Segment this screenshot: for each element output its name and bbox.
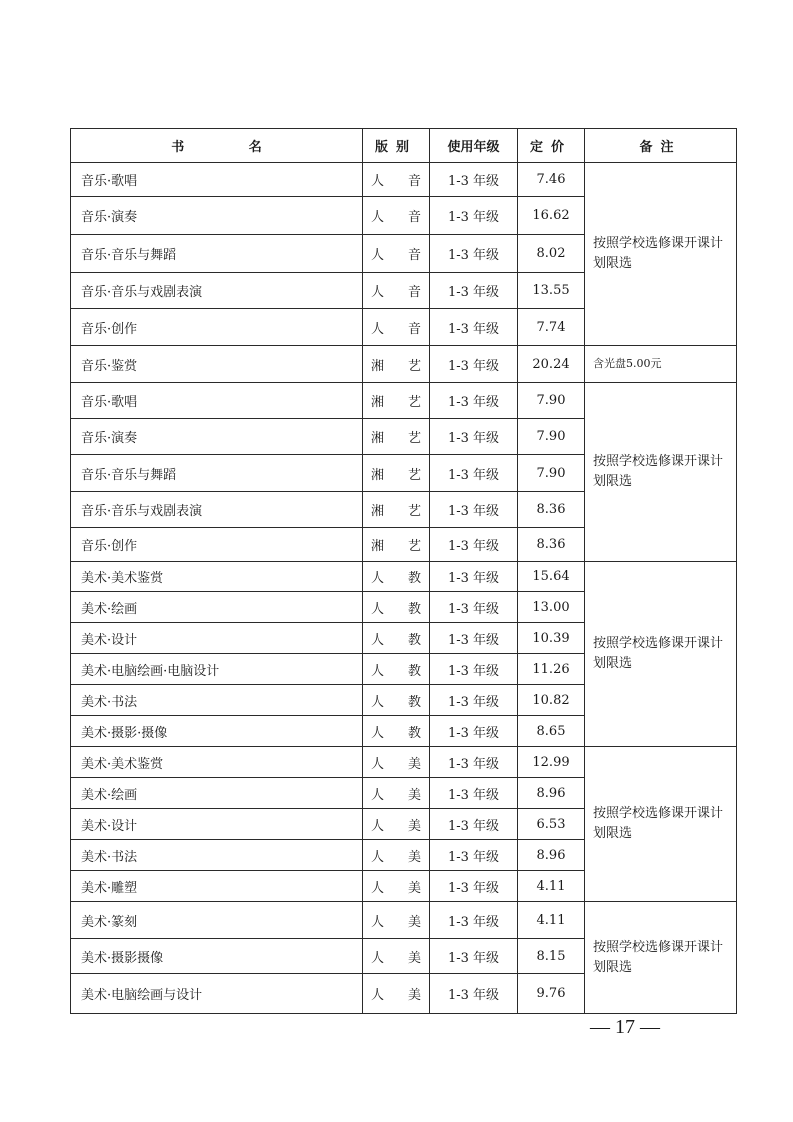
grade-cell: 1-3 年级 — [430, 235, 518, 273]
book-name-cell: 音乐·演奏 — [71, 419, 363, 455]
book-name-cell: 音乐·创作 — [71, 309, 363, 346]
edition-char-2: 艺 — [407, 467, 421, 483]
price-cell: 8.65 — [518, 716, 585, 747]
grade-cell: 1-3 年级 — [430, 623, 518, 654]
edition-cell — [363, 840, 430, 871]
edition-cell — [363, 809, 430, 840]
edition-char-1: 湘 — [371, 467, 385, 483]
edition-char-1: 湘 — [371, 504, 385, 519]
book-name-cell: 音乐·音乐与戏剧表演 — [71, 492, 363, 528]
edition-char-2: 艺 — [407, 539, 421, 554]
edition-char-2: 美 — [407, 787, 421, 803]
price-cell: 10.39 — [518, 623, 585, 654]
edition-char-1: 人 — [371, 818, 385, 834]
edition-char-1: 人 — [371, 571, 385, 586]
edition-char-2: 音 — [407, 285, 421, 300]
book-name-cell: 音乐·音乐与舞蹈 — [71, 455, 363, 492]
book-name-cell: 音乐·歌唱 — [71, 163, 363, 197]
edition-char-2: 美 — [407, 914, 421, 930]
note-cell: 按照学校选修课开课计划限选 — [585, 562, 737, 747]
edition-char-2: 美 — [407, 988, 421, 1003]
edition-cell — [363, 716, 430, 747]
grade-cell: 1-3 年级 — [430, 716, 518, 747]
book-name-cell: 美术·电脑绘画与设计 — [71, 974, 363, 1014]
edition-cell — [363, 592, 430, 623]
edition-cell — [363, 163, 430, 197]
grade-cell: 1-3 年级 — [430, 974, 518, 1014]
book-name-cell: 音乐·音乐与戏剧表演 — [71, 273, 363, 309]
edition-char-2: 艺 — [407, 358, 421, 374]
price-cell: 15.64 — [518, 562, 585, 592]
price-cell: 8.36 — [518, 492, 585, 528]
edition-char-1: 湘 — [371, 539, 385, 554]
edition-char-2: 美 — [407, 880, 421, 896]
price-cell: 7.90 — [518, 455, 585, 492]
grade-cell: 1-3 年级 — [430, 528, 518, 562]
grade-cell: 1-3 年级 — [430, 840, 518, 871]
edition-char-1: 人 — [371, 601, 385, 617]
edition-char-1: 湘 — [371, 358, 385, 374]
edition-cell — [363, 871, 430, 902]
edition-cell — [363, 939, 430, 974]
note-cell: 按照学校选修课开课计划限选 — [585, 747, 737, 902]
price-cell: 7.90 — [518, 419, 585, 455]
edition-char-1: 人 — [371, 849, 385, 865]
edition-cell — [363, 974, 430, 1014]
price-cell: 7.46 — [518, 163, 585, 197]
edition-char-1: 人 — [371, 725, 385, 741]
edition-char-2: 美 — [407, 756, 421, 772]
price-cell: 12.99 — [518, 747, 585, 778]
book-name-cell: 美术·美术鉴赏 — [71, 747, 363, 778]
header-note: 备注 — [585, 129, 737, 163]
price-cell: 9.76 — [518, 974, 585, 1014]
edition-cell — [363, 778, 430, 809]
grade-cell: 1-3 年级 — [430, 685, 518, 716]
price-cell: 4.11 — [518, 902, 585, 939]
book-name-cell: 美术·电脑绘画·电脑设计 — [71, 654, 363, 685]
table-header-row — [71, 129, 737, 163]
grade-cell: 1-3 年级 — [430, 778, 518, 809]
price-cell: 4.11 — [518, 871, 585, 902]
grade-cell: 1-3 年级 — [430, 197, 518, 235]
edition-char-1: 人 — [371, 756, 385, 772]
book-name-cell: 美术·美术鉴赏 — [71, 562, 363, 592]
table-row — [71, 383, 737, 419]
table-row — [71, 562, 737, 592]
price-cell: 16.62 — [518, 197, 585, 235]
edition-cell — [363, 273, 430, 309]
edition-char-2: 教 — [407, 601, 421, 617]
book-name-cell: 美术·绘画 — [71, 778, 363, 809]
edition-char-2: 音 — [407, 210, 421, 225]
grade-cell: 1-3 年级 — [430, 902, 518, 939]
header-price: 定价 — [518, 129, 585, 163]
book-name-cell: 音乐·鉴赏 — [71, 346, 363, 383]
edition-char-2: 艺 — [407, 504, 421, 519]
edition-char-1: 湘 — [371, 431, 385, 446]
edition-char-1: 人 — [371, 950, 385, 966]
edition-char-2: 音 — [407, 248, 421, 263]
edition-cell — [363, 528, 430, 562]
book-name-cell: 美术·设计 — [71, 809, 363, 840]
edition-char-1: 湘 — [371, 395, 385, 410]
edition-char-2: 教 — [407, 694, 421, 710]
note-cell: 按照学校选修课开课计划限选 — [585, 163, 737, 346]
grade-cell: 1-3 年级 — [430, 383, 518, 419]
book-name-cell: 音乐·演奏 — [71, 197, 363, 235]
book-name-cell: 美术·设计 — [71, 623, 363, 654]
grade-cell: 1-3 年级 — [430, 309, 518, 346]
grade-cell: 1-3 年级 — [430, 747, 518, 778]
table-row — [71, 902, 737, 939]
price-cell: 7.74 — [518, 309, 585, 346]
edition-cell — [363, 685, 430, 716]
book-name-cell: 美术·书法 — [71, 685, 363, 716]
price-cell: 7.90 — [518, 383, 585, 419]
edition-cell — [363, 654, 430, 685]
header-book-name: 书 名 — [71, 129, 363, 163]
price-cell: 8.02 — [518, 235, 585, 273]
edition-cell — [363, 235, 430, 273]
book-name-cell: 音乐·歌唱 — [71, 383, 363, 419]
note-cell: 按照学校选修课开课计划限选 — [585, 383, 737, 562]
table-row — [71, 163, 737, 197]
edition-cell — [363, 383, 430, 419]
edition-char-2: 教 — [407, 725, 421, 741]
price-cell: 8.15 — [518, 939, 585, 974]
price-cell: 8.96 — [518, 840, 585, 871]
edition-char-1: 人 — [371, 285, 385, 300]
table-body — [71, 163, 737, 1014]
table-row — [71, 346, 737, 383]
price-cell: 8.96 — [518, 778, 585, 809]
edition-char-2: 美 — [407, 849, 421, 865]
grade-cell: 1-3 年级 — [430, 871, 518, 902]
edition-cell — [363, 309, 430, 346]
edition-cell — [363, 562, 430, 592]
book-name-cell: 美术·摄影摄像 — [71, 939, 363, 974]
grade-cell: 1-3 年级 — [430, 939, 518, 974]
header-edition: 版别 — [363, 129, 430, 163]
grade-cell: 1-3 年级 — [430, 592, 518, 623]
edition-char-2: 音 — [407, 321, 421, 337]
edition-char-2: 教 — [407, 571, 421, 586]
grade-cell: 1-3 年级 — [430, 273, 518, 309]
edition-cell — [363, 197, 430, 235]
edition-cell — [363, 902, 430, 939]
edition-char-1: 人 — [371, 694, 385, 710]
price-cell: 10.82 — [518, 685, 585, 716]
grade-cell: 1-3 年级 — [430, 163, 518, 197]
table-row — [71, 747, 737, 778]
edition-char-1: 人 — [371, 787, 385, 803]
edition-char-2: 美 — [407, 950, 421, 966]
book-name-cell: 美术·书法 — [71, 840, 363, 871]
edition-cell — [363, 492, 430, 528]
grade-cell: 1-3 年级 — [430, 492, 518, 528]
edition-char-1: 人 — [371, 210, 385, 225]
edition-char-1: 人 — [371, 914, 385, 930]
edition-char-1: 人 — [371, 988, 385, 1003]
edition-cell — [363, 623, 430, 654]
note-cell: 按照学校选修课开课计划限选 — [585, 902, 737, 1014]
price-cell: 11.26 — [518, 654, 585, 685]
price-cell: 8.36 — [518, 528, 585, 562]
edition-char-1: 人 — [371, 632, 385, 648]
edition-cell — [363, 747, 430, 778]
edition-char-1: 人 — [371, 880, 385, 896]
edition-char-2: 美 — [407, 818, 421, 834]
edition-char-2: 教 — [407, 663, 421, 679]
book-name-cell: 美术·绘画 — [71, 592, 363, 623]
edition-char-1: 人 — [371, 321, 385, 337]
book-name-cell: 美术·雕塑 — [71, 871, 363, 902]
price-cell: 6.53 — [518, 809, 585, 840]
grade-cell: 1-3 年级 — [430, 419, 518, 455]
edition-char-2: 音 — [407, 174, 421, 189]
price-cell: 13.00 — [518, 592, 585, 623]
header-grade: 使用年级 — [430, 129, 518, 163]
grade-cell: 1-3 年级 — [430, 654, 518, 685]
edition-char-2: 教 — [407, 632, 421, 648]
price-cell: 20.24 — [518, 346, 585, 383]
price-cell: 13.55 — [518, 273, 585, 309]
textbook-table — [70, 128, 737, 1014]
edition-cell — [363, 419, 430, 455]
edition-cell — [363, 346, 430, 383]
note-cell: 含光盘5.00元 — [585, 346, 737, 383]
edition-cell — [363, 455, 430, 492]
book-name-cell: 美术·篆刻 — [71, 902, 363, 939]
grade-cell: 1-3 年级 — [430, 562, 518, 592]
edition-char-2: 艺 — [407, 431, 421, 446]
grade-cell: 1-3 年级 — [430, 346, 518, 383]
edition-char-2: 艺 — [407, 395, 421, 410]
book-name-cell: 音乐·音乐与舞蹈 — [71, 235, 363, 273]
edition-char-1: 人 — [371, 663, 385, 679]
book-name-cell: 音乐·创作 — [71, 528, 363, 562]
page-number: — 17 — — [590, 1016, 660, 1038]
book-name-cell: 美术·摄影·摄像 — [71, 716, 363, 747]
grade-cell: 1-3 年级 — [430, 455, 518, 492]
edition-char-1: 人 — [371, 174, 385, 189]
edition-char-1: 人 — [371, 248, 385, 263]
grade-cell: 1-3 年级 — [430, 809, 518, 840]
